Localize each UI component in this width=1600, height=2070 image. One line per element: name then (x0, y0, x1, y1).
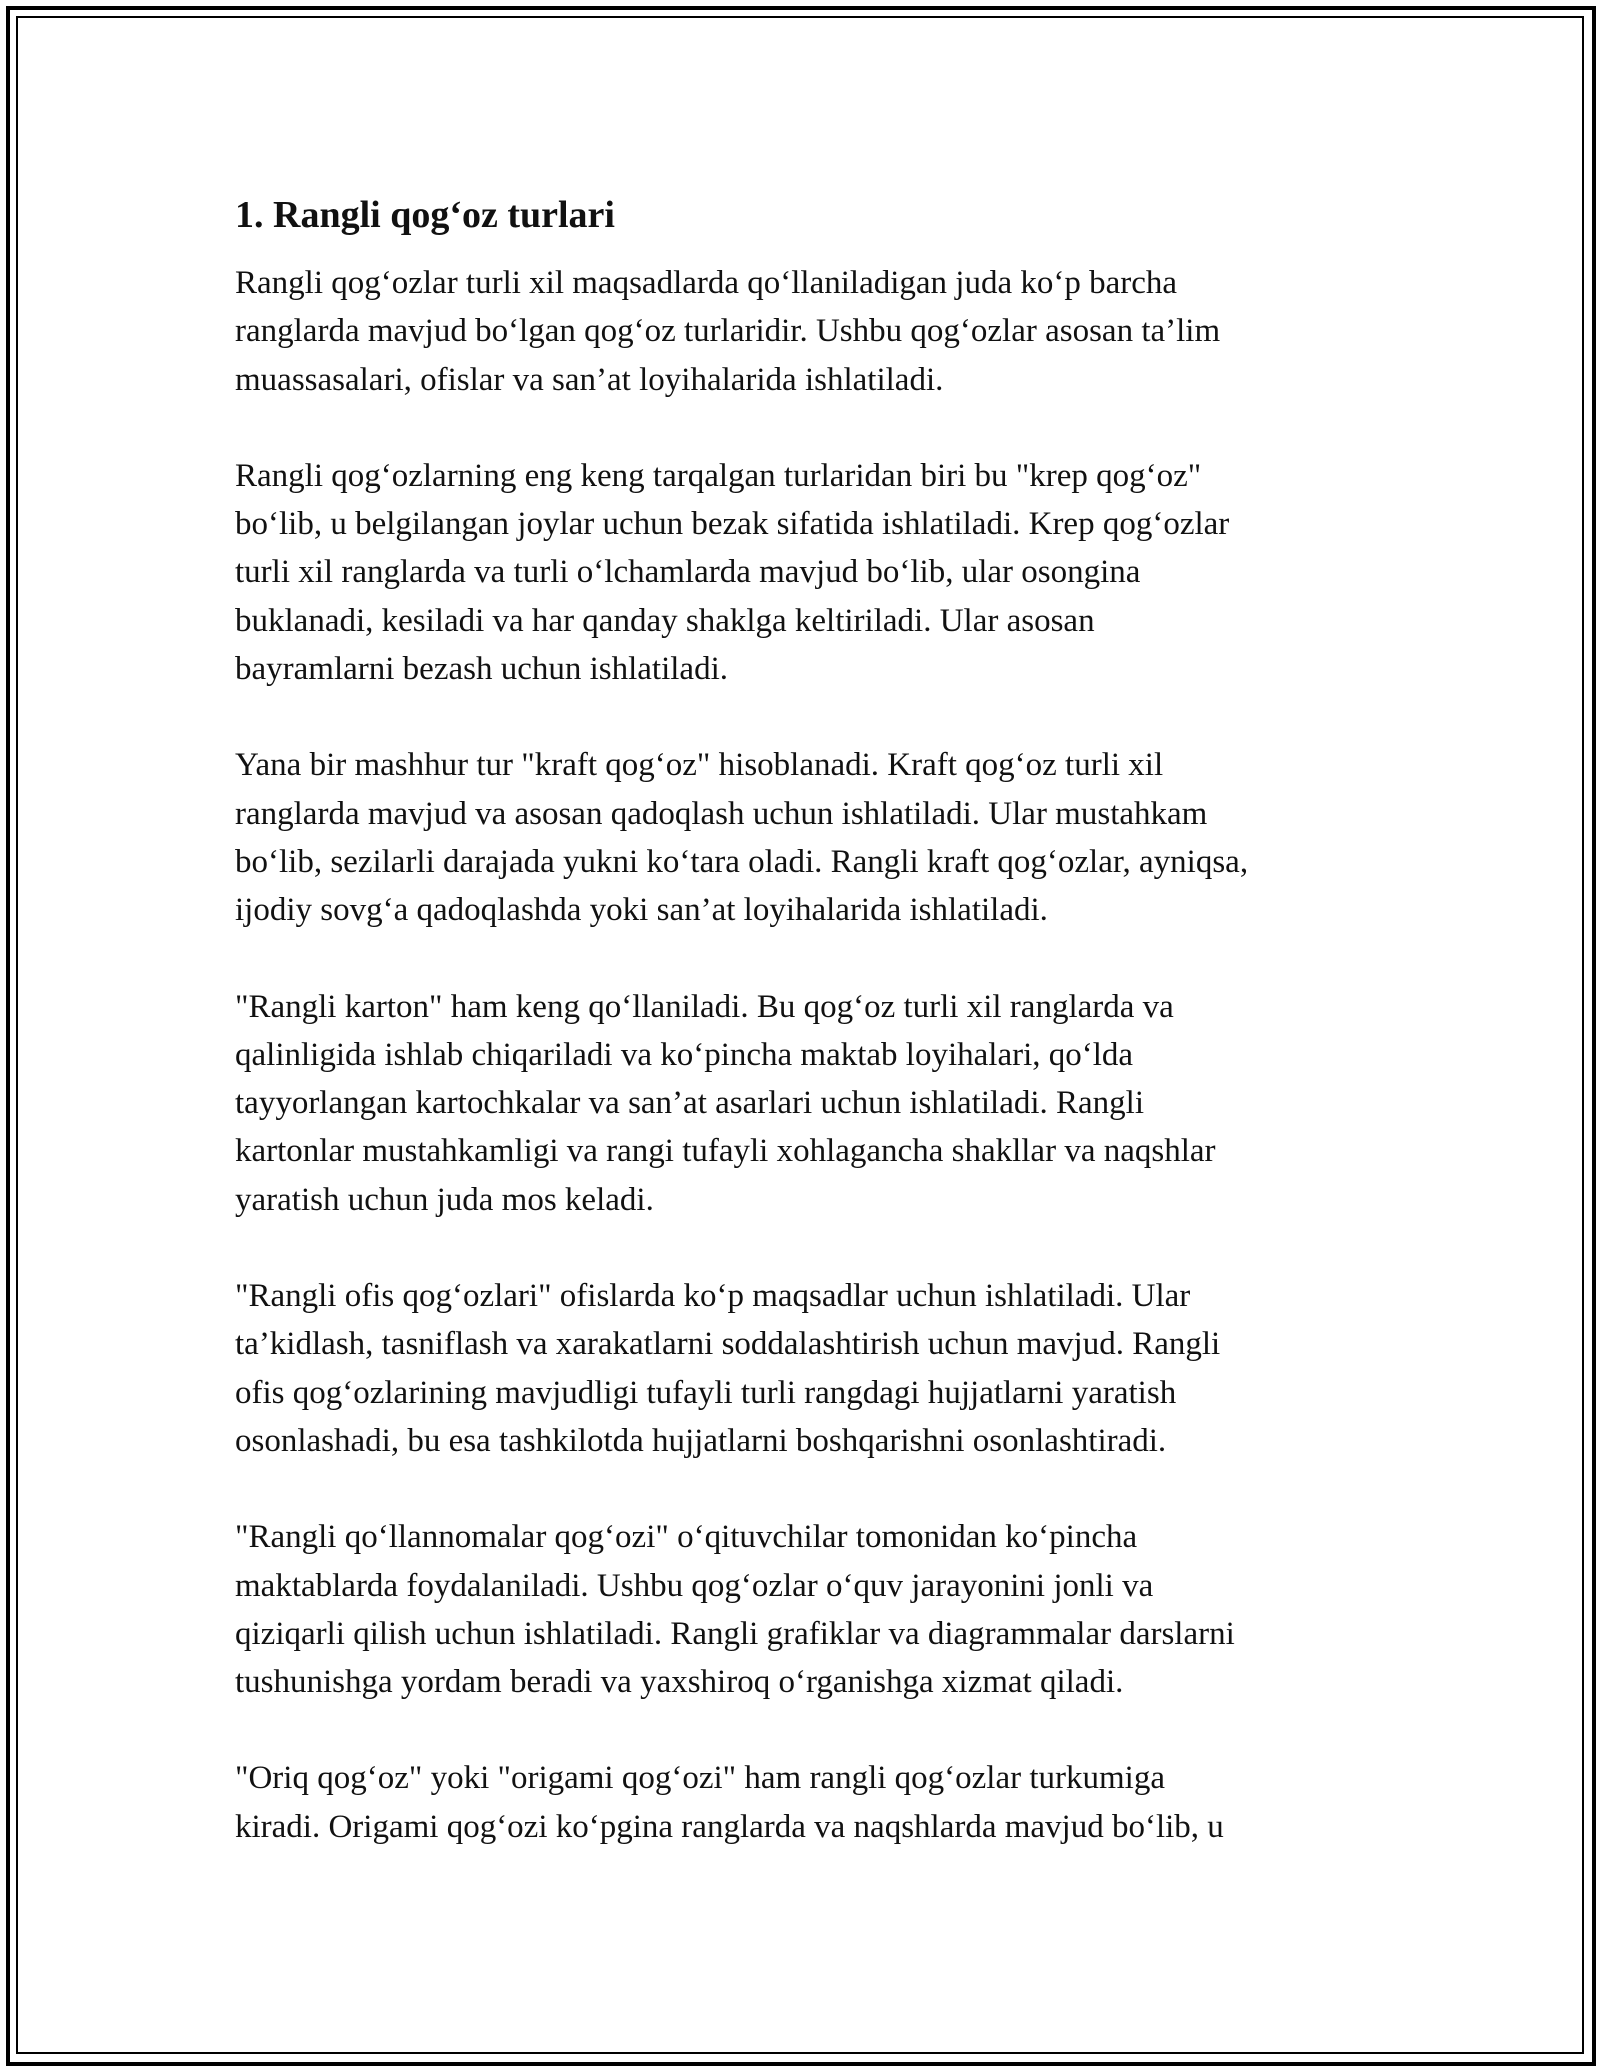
section-heading: 1. Rangli qog‘oz turlari (235, 194, 615, 236)
text-line: "Rangli ofis qog‘ozlari" ofislarda ko‘p maqsadlar uchun ishlatiladi. Ular (235, 1278, 1191, 1315)
text-line: Yana bir mashhur tur "kraft qog‘oz" hisoblanadi. Kraft qog‘oz turli xil (235, 747, 1164, 784)
text-line: muassasalari, ofislar va san’at loyihalarida ishlatiladi. (235, 361, 944, 398)
text-line: qiziqarli qilish uchun ishlatiladi. Rangli grafiklar va diagrammalar darslarni (235, 1615, 1235, 1652)
document-body (235, 188, 1370, 1899)
text-line: osonlashadi, bu esa tashkilotda hujjatlarni boshqarishni osonlashtiradi. (235, 1422, 1167, 1459)
paragraph-colored-cardboard (235, 983, 1370, 1224)
paragraph-crepe-paper (235, 452, 1370, 693)
text-line: bo‘lib, u belgilangan joylar uchun bezak sifatida ishlatiladi. Krep qog‘ozlar (235, 506, 1230, 543)
text-line: qalinligida ishlab chiqariladi va ko‘pincha maktab loyihalari, qo‘lda (235, 1036, 1134, 1073)
text-line: tayyorlangan kartochkalar va san’at asarlari uchun ishlatiladi. Rangli (235, 1085, 1144, 1122)
text-line: "Rangli qo‘llannomalar qog‘ozi" o‘qituvchilar tomonidan ko‘pincha (235, 1519, 1138, 1556)
text-line: turli xil ranglarda va turli o‘lchamlarda mavjud bo‘lib, ular osongina (235, 554, 1141, 591)
paragraph-intro (235, 259, 1370, 404)
text-line: ranglarda mavjud bo‘lgan qog‘oz turlaridir. Ushbu qog‘ozlar asosan ta’lim (235, 313, 1221, 350)
text-line: ta’kidlash, tasniflash va xarakatlarni soddalashtirish uchun mavjud. Rangli (235, 1326, 1221, 1363)
text-line: bayramlarni bezash uchun ishlatiladi. (235, 651, 729, 688)
text-line: ofis qog‘ozlarining mavjudligi tufayli turli rangdagi hujjatlarni yaratish (235, 1374, 1177, 1411)
text-line: bo‘lib, sezilarli darajada yukni ko‘tara oladi. Rangli kraft qog‘ozlar, ayniqsa, (235, 843, 1249, 880)
text-line: kartonlar mustahkamligi va rangi tufayli xohlagancha shakllar va naqshlar (235, 1133, 1216, 1170)
text-line: Rangli qog‘ozlar turli xil maqsadlarda qo‘llaniladigan juda ko‘p barcha (235, 265, 1178, 301)
text-line: buklanadi, kesiladi va har qanday shaklga keltiriladi. Ular asosan (235, 602, 1095, 639)
paragraph-office-paper (235, 1272, 1370, 1465)
text-line: tushunishga yordam beradi va yaxshiroq o‘rganishga xizmat qiladi. (235, 1664, 1124, 1701)
text-line: "Oriq qog‘oz" yoki "origami qog‘ozi" ham rangli qog‘ozlar turkumiga (235, 1760, 1165, 1797)
text-line: "Rangli karton" ham keng qo‘llaniladi. Bu qog‘oz turli xil ranglarda va (235, 988, 1174, 1025)
text-line: ranglarda mavjud va asosan qadoqlash uchun ishlatiladi. Ular mustahkam (235, 795, 1208, 832)
paragraph-manual-paper (235, 1513, 1370, 1706)
text-line: yaratish uchun juda mos keladi. (235, 1181, 654, 1218)
text-line: Rangli qog‘ozlarning eng keng tarqalgan turlaridan biri bu "krep qog‘oz" (235, 457, 1202, 494)
text-line: ijodiy sovg‘a qadoqlashda yoki san’at loyihalarida ishlatiladi. (235, 892, 1048, 929)
paragraph-origami-paper (235, 1754, 1370, 1851)
paragraph-kraft-paper (235, 741, 1370, 934)
text-line: maktablarda foydalaniladi. Ushbu qog‘ozlar o‘quv jarayonini jonli va (235, 1567, 1154, 1604)
text-line: kiradi. Origami qog‘ozi ko‘pgina ranglarda va naqshlarda mavjud bo‘lib, u (235, 1808, 1224, 1845)
